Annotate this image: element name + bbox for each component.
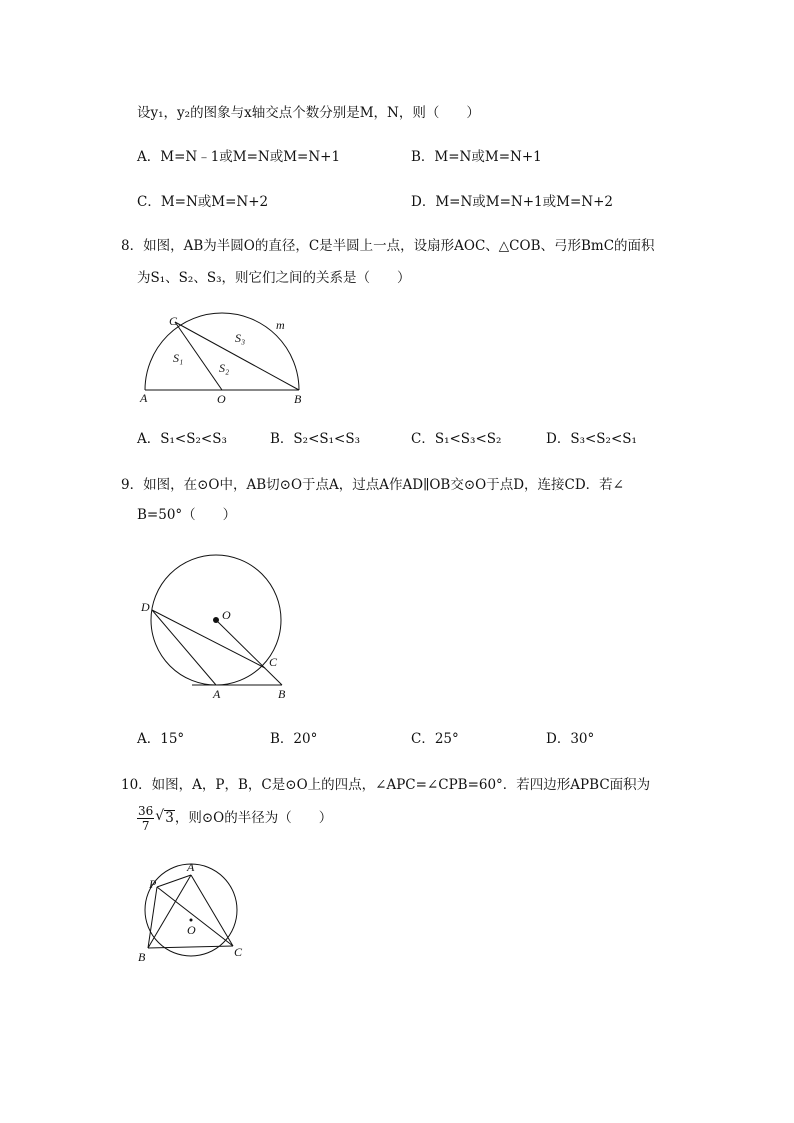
q9-option-d[interactable]: D．30° [546,731,595,747]
q9-option-a[interactable]: A．15° [137,731,185,747]
q8-option-d[interactable]: D．S₃<S₂<S₁ [546,431,637,447]
q7-option-a[interactable]: A．M=N﹣1或M=N或M=N+1 [137,149,341,165]
q7-option-d[interactable]: D．M=N或M=N+1或M=N+2 [411,194,613,210]
q8-label-o: O [217,392,226,406]
q9-stem-line2: B=50°（ ） [137,507,237,523]
q9-stem-line1: 9．如图，在⊙O中，AB切⊙O于点A，过点A作AD∥OB交⊙O于点D，连接CD．若∠ [121,477,624,493]
q9-label-c: C [269,655,278,669]
q8-label-s3: S₃ [235,331,246,345]
q9-label-d: D [141,600,150,614]
q10-label-a: A [187,860,195,874]
q9-option-b[interactable]: B．20° [270,731,318,747]
q8-option-a[interactable]: A．S₁<S₂<S₃ [137,431,227,447]
q8-label-a: A [140,391,148,405]
q10-segment-bc [148,946,233,948]
q8-label-s2: S₂ [219,361,230,375]
q10-fraction-numerator: 36 [138,804,154,818]
q10-segment-pa [157,875,191,887]
q9-label-b: B [278,687,286,701]
q8-label-c: C [169,314,178,328]
q10-stem-line1: 10．如图，A，P，B，C是⊙O上的四点，∠APC=∠CPB=60°．若四边形APBC面积为 [121,777,651,793]
q8-label-s1: S₁ [173,351,184,365]
q9-circle-figure [138,540,298,705]
q7-stem: 设y₁，y₂的图象与x轴交点个数分别是M，N，则（ ） [137,105,480,121]
q10-stem-tail: ，则⊙O的半径为（ ） [174,810,333,826]
q10-sqrt: √ 3 [164,810,175,825]
q8-stem-line1: 8．如图，AB为半圆O的直径，C是半圆上一点，设扇形AOC、△COB、弓形BmC的面积 [121,238,655,254]
q10-segment-pc [157,887,233,946]
q9-center-dot [213,617,219,623]
q8-label-m: m [276,318,285,332]
q8-option-b[interactable]: B．S₂<S₁<S₃ [270,431,361,447]
q9-label-o: O [222,608,231,622]
q9-segment-dc [152,610,265,668]
q10-fraction [137,804,154,833]
q8-stem-line2: 为S₁、S₂、S₃，则它们之间的关系是（ ） [137,270,411,286]
q9-label-a: A [213,687,221,701]
q10-circle [145,864,237,956]
q10-label-c: C [234,945,243,959]
q10-label-o: O [187,923,196,937]
q10-center-dot [190,919,193,922]
q10-label-b: B [138,950,146,964]
q10-circle-figure [133,860,253,970]
q10-label-p: P [149,877,157,891]
q9-option-c[interactable]: C．25° [411,731,459,747]
q8-option-c[interactable]: C．S₁<S₃<S₂ [411,431,502,447]
q10-stem-line2 [137,801,332,835]
q10-segment-ac [191,875,233,946]
q9-segment-da [152,610,216,685]
q10-fraction-denominator: 7 [141,819,150,833]
q8-label-b: B [294,392,302,406]
q7-option-b[interactable]: B．M=N或M=N+1 [411,149,542,165]
q8-semicircle-figure [140,310,320,410]
q7-option-c[interactable]: C．M=N或M=N+2 [137,194,269,210]
